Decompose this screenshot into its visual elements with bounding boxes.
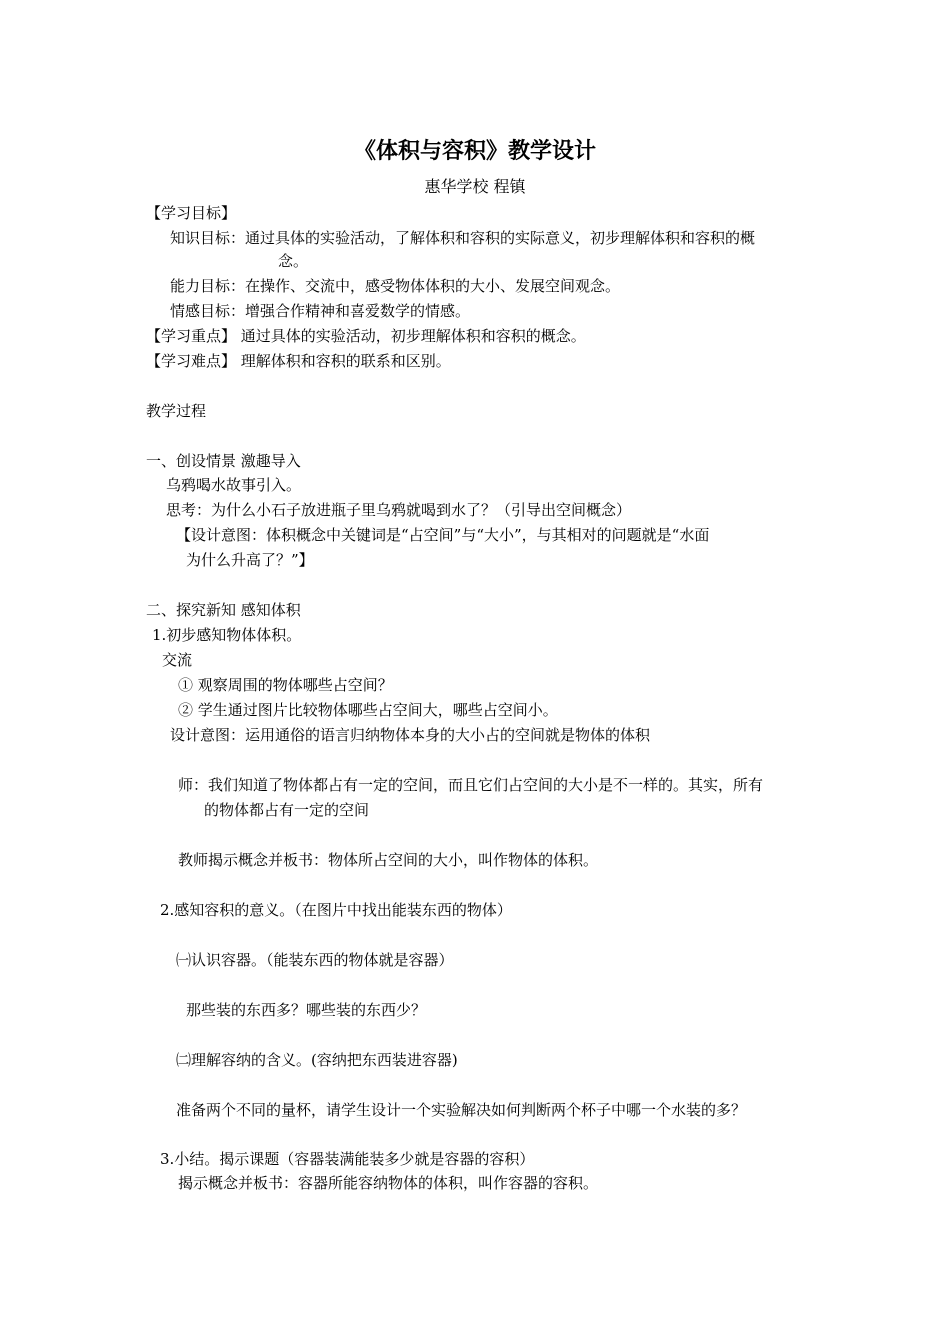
learning-focus: 【学习重点】 通过具体的实验活动，初步理解体积和容积的概念。: [146, 327, 586, 345]
comparison-question: 那些装的东西多？哪些装的东西少？: [186, 1001, 427, 1019]
exchange-item-2: ② 学生通过图片比较物体哪些占空间大，哪些占空间小。: [178, 701, 558, 719]
author-line: 惠华学校 程镇: [424, 177, 526, 196]
section1-think: 思考：为什么小石子放进瓶子里乌鸦就喝到水了？（引导出空间概念）: [166, 501, 632, 519]
section1-story: 乌鸦喝水故事引入。: [166, 476, 302, 494]
sub-step-1: ㈠认识容器。（能装东西的物体就是容器）: [176, 951, 454, 969]
sub-step-2: ㈡理解容纳的含义。(容纳把东西装进容器): [176, 1051, 458, 1069]
emotion-goal: 情感目标：增强合作精神和喜爱数学的情感。: [170, 302, 471, 320]
teacher-talk-line1: 师：我们知道了物体都占有一定的空间，而且它们占空间的大小是不一样的。其实，所有: [178, 776, 764, 794]
board-volume: 教师揭示概念并板书：物体所占空间的大小，叫作物体的体积。: [178, 851, 599, 869]
knowledge-goal-line2: 念。: [278, 252, 309, 270]
step2: 2.感知容积的意义。（在图片中找出能装东西的物体）: [160, 901, 512, 919]
exchange-item-1: ① 观察周围的物体哪些占空间？: [178, 676, 393, 694]
experiment-task: 准备两个不同的量杯，请学生设计一个实验解决如何判断两个杯子中哪一个水装的多？: [176, 1101, 747, 1119]
step3: 3.小结。揭示课题（容器装满能装多少就是容器的容积）: [160, 1150, 535, 1168]
process-heading: 教学过程: [146, 402, 207, 420]
ability-goal: 能力目标：在操作、交流中，感受物体体积的大小、发展空间观念。: [170, 277, 621, 295]
step1: 1.初步感知物体体积。: [152, 626, 302, 644]
section1-intent-line1: 【设计意图：体积概念中关键词是“占空间”与“大小”，与其相对的问题就是“水面: [176, 526, 710, 544]
section2-heading: 二、探究新知 感知体积: [146, 601, 301, 619]
teacher-talk-line2: 的物体都占有一定的空间: [204, 801, 370, 819]
board-capacity: 揭示概念并板书：容器所能容纳物体的体积，叫作容器的容积。: [178, 1174, 599, 1192]
learning-difficulty: 【学习难点】 理解体积和容积的联系和区别。: [146, 352, 451, 370]
step1-intent: 设计意图：运用通俗的语言归纳物体本身的大小占的空间就是物体的体积: [170, 726, 651, 744]
exchange-label: 交流: [162, 651, 193, 669]
document-title: 《体积与容积》教学设计: [353, 138, 596, 164]
goals-heading: 【学习目标】: [146, 204, 237, 222]
section1-intent-line2: 为什么升高了？”】: [186, 551, 314, 569]
knowledge-goal-line1: 知识目标：通过具体的实验活动，了解体积和容积的实际意义，初步理解体积和容积的概: [170, 229, 756, 247]
section1-heading: 一、创设情景 激趣导入: [146, 452, 301, 470]
